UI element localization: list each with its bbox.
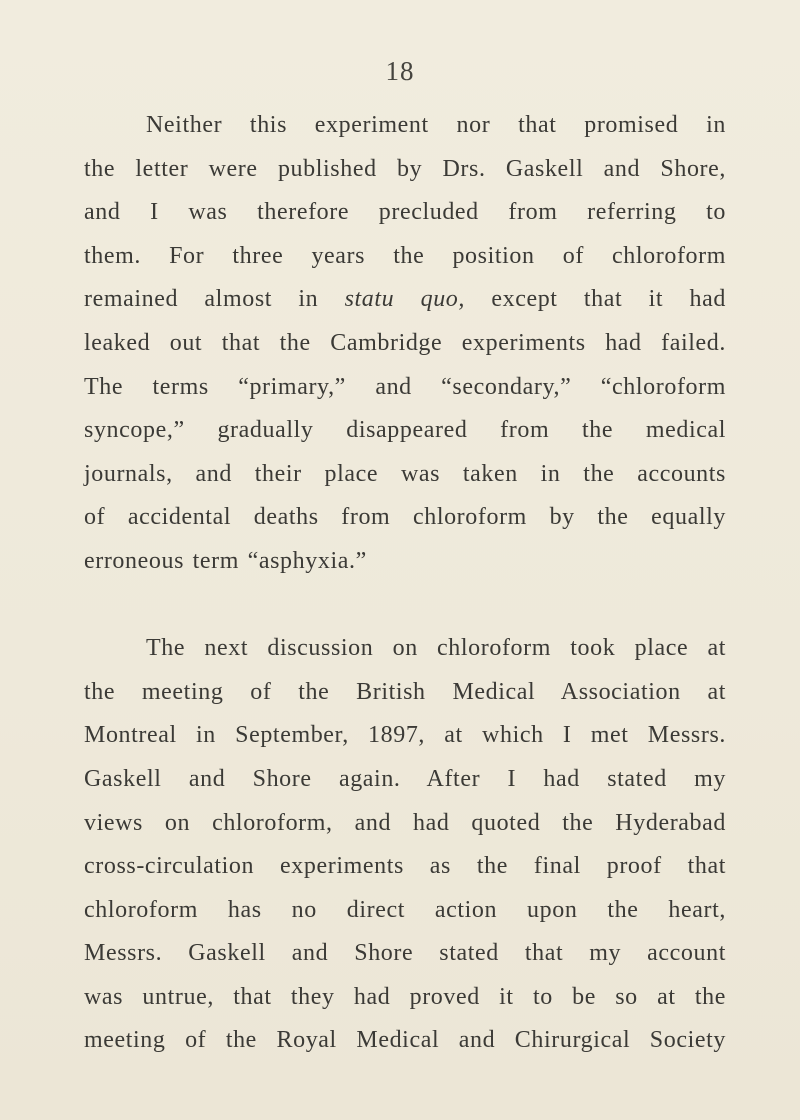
paragraph-1-line-2: the letter were published by Drs. Gaskell and Shore, bbox=[84, 155, 726, 182]
paragraph-1-line-11: erroneous term “asphyxia.” bbox=[84, 547, 367, 574]
paragraph-2-line-9: was untrue, that they had proved it to be so at the bbox=[84, 983, 726, 1010]
latin-phrase: statu quo, bbox=[344, 286, 465, 313]
paragraph-2-line-4: Gaskell and Shore again. After I had stated my bbox=[84, 765, 726, 792]
paragraph-1-line-6: leaked out that the Cambridge experiments had failed. bbox=[84, 329, 726, 356]
page-number: 18 bbox=[385, 56, 415, 86]
paragraph-1-line-9: journals, and their place was taken in the accounts bbox=[84, 460, 726, 487]
paragraph-gap bbox=[84, 584, 726, 628]
line-5-end: except that it had bbox=[465, 286, 726, 313]
body-text bbox=[84, 104, 726, 1063]
paragraph-2-line-10: meeting of the Royal Medical and Chirurgical Society bbox=[84, 1027, 726, 1054]
paragraph-1-line-8: syncope,” gradually disappeared from the medical bbox=[84, 417, 726, 444]
paragraph-2-line-5: views on chloroform, and had quoted the Hyderabad bbox=[84, 809, 726, 836]
paragraph-1-line-10: of accidental deaths from chloroform by the equally bbox=[84, 504, 726, 531]
paragraph-2-line-1: The next discussion on chloroform took place at bbox=[146, 635, 726, 662]
paragraph-2-line-7: chloroform has no direct action upon the heart, bbox=[84, 896, 726, 923]
paragraph-2-line-3: Montreal in September, 1897, at which I met Messrs. bbox=[84, 722, 726, 749]
paragraph-2-line-6: cross-circulation experiments as the final proof that bbox=[84, 853, 726, 880]
paragraph-2-line-8: Messrs. Gaskell and Shore stated that my account bbox=[84, 940, 726, 967]
line-5-start: remained almost in bbox=[84, 286, 345, 313]
paragraph-1-line-3: and I was therefore precluded from referring to bbox=[84, 199, 726, 226]
paragraph-1-line-7: The terms “primary,” and “secondary,” “chloroform bbox=[84, 373, 726, 400]
paragraph-1-line-5 bbox=[84, 278, 726, 322]
paragraph-1-line-1: Neither this experiment nor that promised in bbox=[146, 112, 726, 138]
paragraph-1-line-4: them. For three years the position of chloroform bbox=[84, 242, 726, 269]
paragraph-2-line-2: the meeting of the British Medical Association at bbox=[84, 678, 726, 705]
